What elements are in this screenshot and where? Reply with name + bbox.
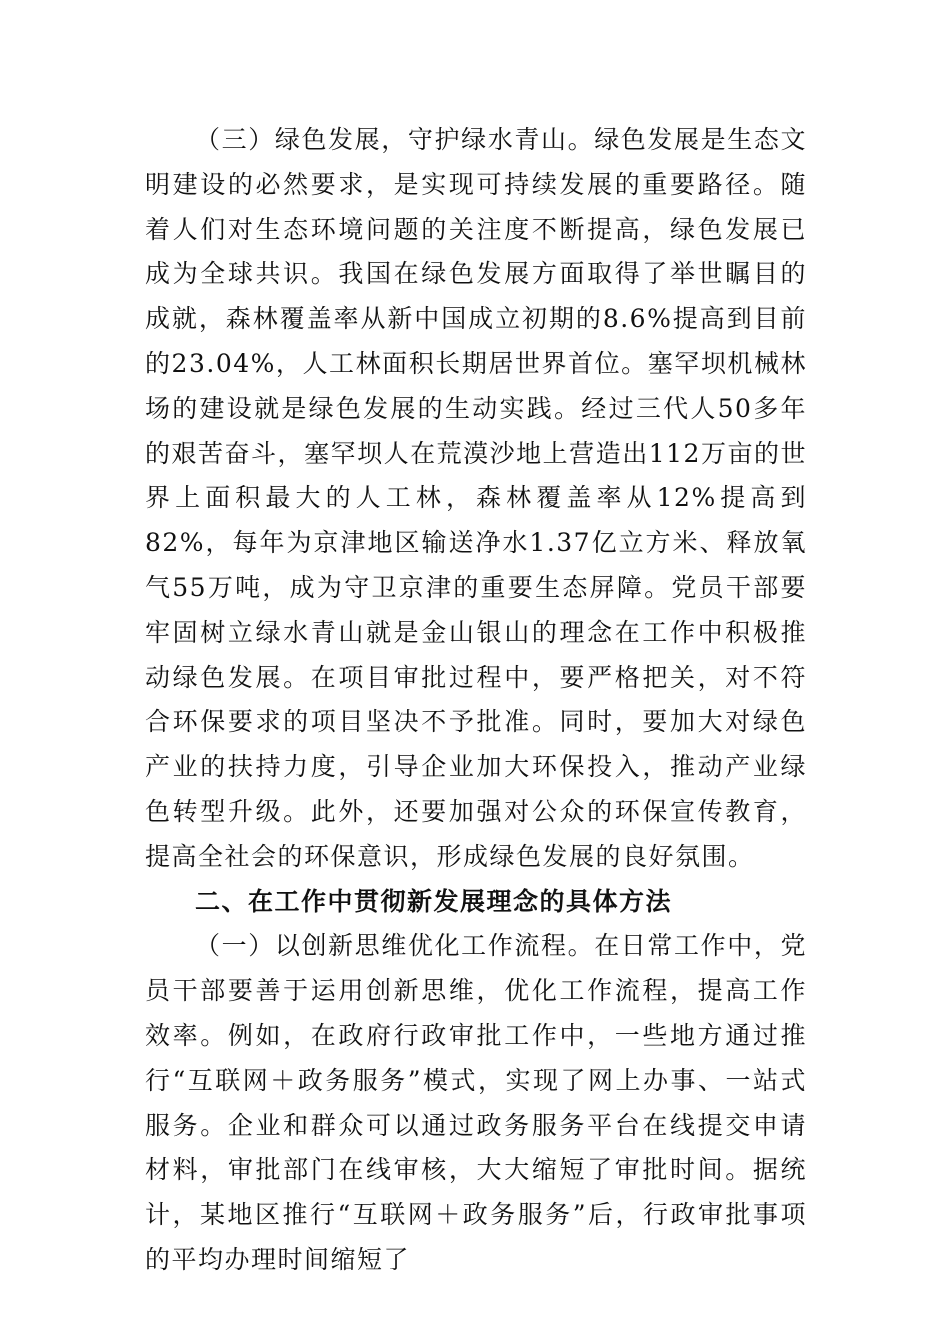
section-heading: 二、在工作中贯彻新发展理念的具体方法 <box>195 886 673 916</box>
paragraph-lead: （一）以创新思维优化工作流程。 <box>195 931 595 961</box>
paragraph-body: 在日常工作中，党员干部要善于运用创新思维，优化工作流程，提高工作效率。例如，在政府行政审批工作中，一些地方通过推行“互联网＋政务服务”模式，实现了网上办事、一站式服务。企业和群众可以通过政务服务平台在线提交申请材料，审批部门在线审核，大大缩短了审批时间。据统计，某地区推行“互联网＋政务服务”后，行政审批事项的平均办理时间缩短了 <box>145 931 807 1274</box>
paragraph-green-development <box>145 118 807 880</box>
paragraph-innovation-workflow <box>145 924 807 1282</box>
paragraph-body: 绿色发展是生态文明建设的必然要求，是实现可持续发展的重要路径。随着人们对生态环境问题的关注度不断提高，绿色发展已成为全球共识。我国在绿色发展方面取得了举世瞩目的成就，森林覆盖率从新中国成立初期的8.6%提高到目前的23.04%，人工林面积长期居世界首位。塞罕坝机械林场的建设就是绿色发展的生动实践。经过三代人50多年的艰苦奋斗，塞罕坝人在荒漠沙地上营造出112万亩的世界上面积最大的人工林，森林覆盖率从12%提高到82%，每年为京津地区输送净水1.37亿立方米、释放氧气55万吨，成为守卫京津的重要生态屏障。党员干部要牢固树立绿水青山就是金山银山的理念在工作中积极推动绿色发展。在项目审批过程中，要严格把关，对不符合环保要求的项目坚决不予批准。同时，要加大对绿色产业的扶持力度，引导企业加大环保投入，推动产业绿色转型升级。此外，还要加强对公众的环保宣传教育，提高全社会的环保意识，形成绿色发展的良好氛围。 <box>145 125 807 871</box>
paragraph-lead: （三）绿色发展，守护绿水青山。 <box>195 125 595 154</box>
document-page <box>145 118 807 1283</box>
